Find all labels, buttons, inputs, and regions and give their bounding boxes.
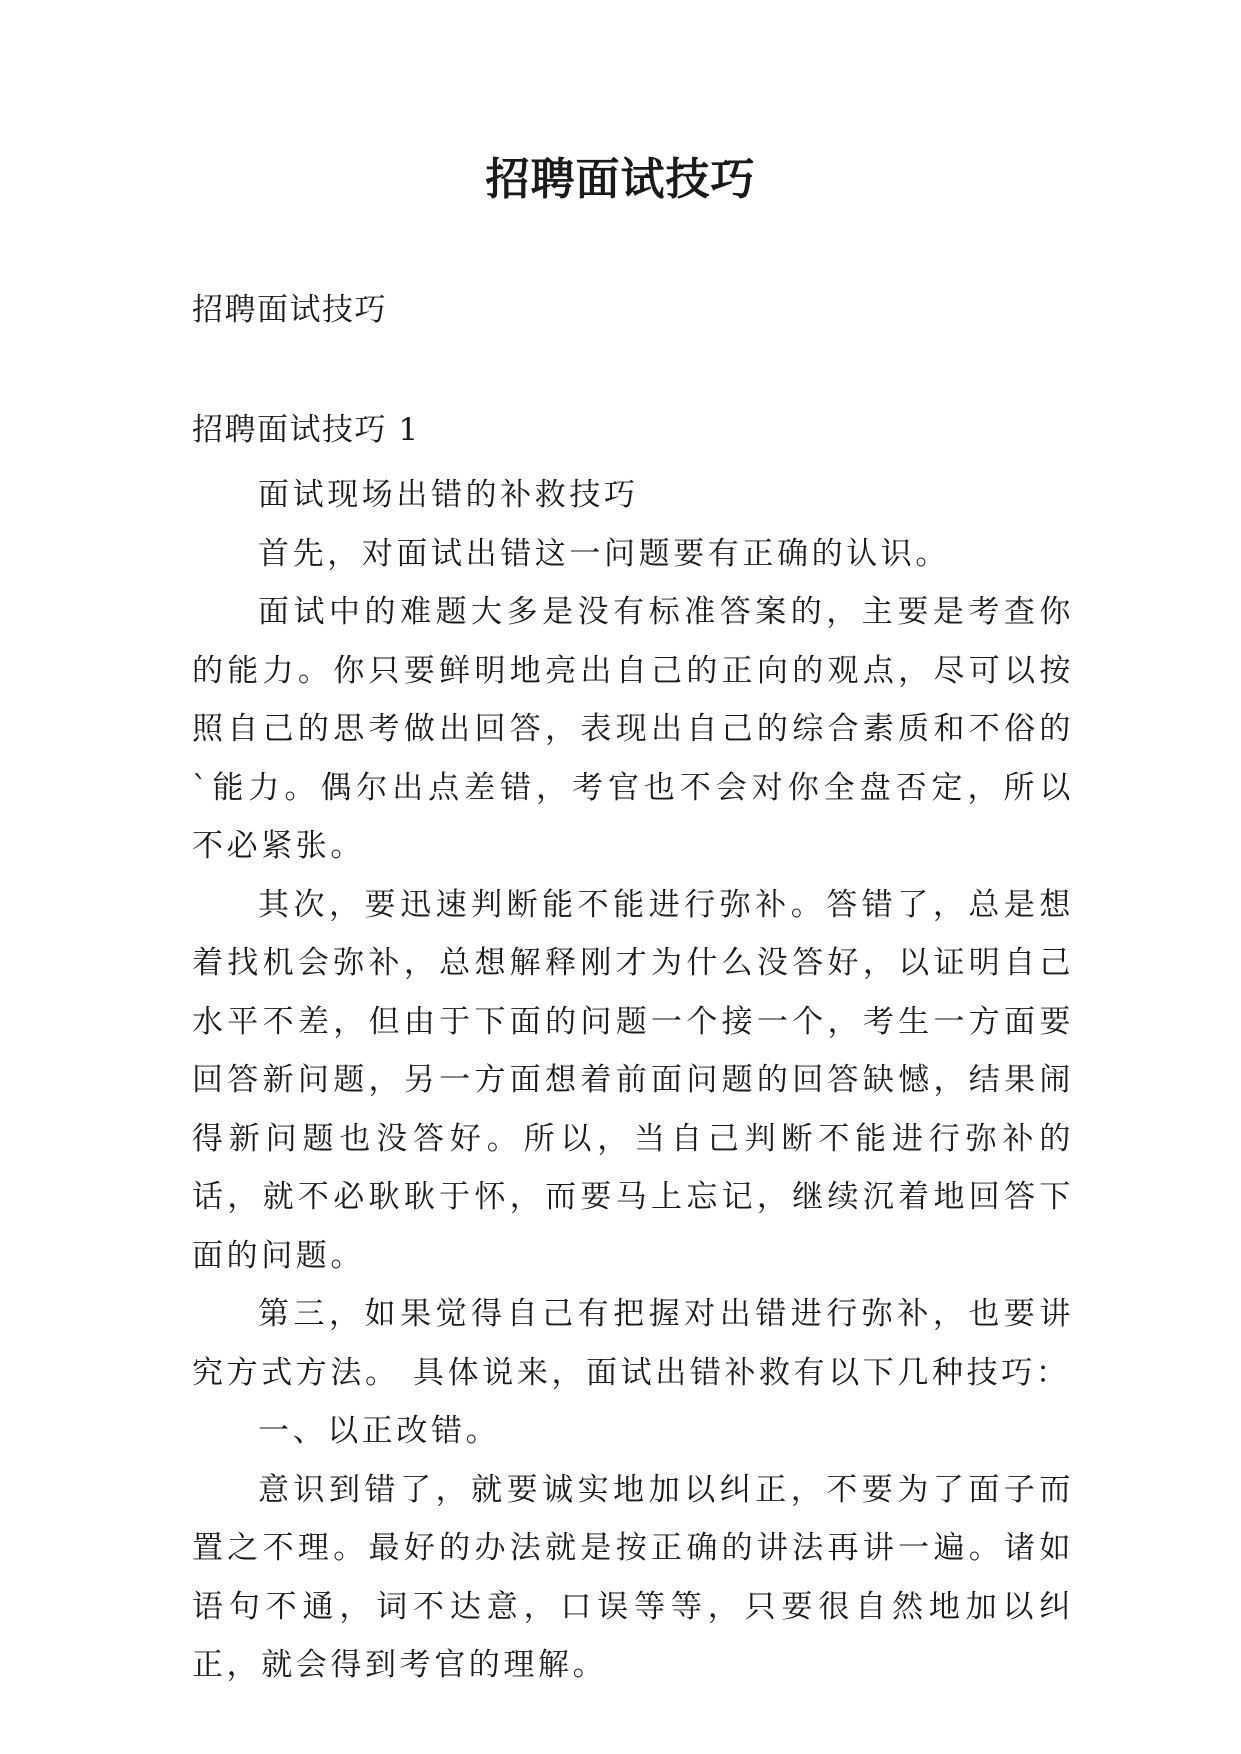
paragraph-difficulty: 面试中的难题大多是没有标准答案的，主要是考查你的能力。你只要鲜明地亮出自己的正向的观点，尽可以按照自己的思考做出回答，表现出自己的综合素质和不俗的`能力。偶尔出点差错，考官也不会对你全盘否定，所以不必紧张。 <box>192 594 1074 864</box>
paragraph-first: 首先，对面试出错这一问题要有正确的认识。 <box>258 535 950 572</box>
paragraph-intro: 面试现场出错的补救技巧 <box>258 477 639 513</box>
paragraph-third: 第三，如果觉得自己有把握对出错进行弥补，也要讲究方式方法。 具体说来，面试出错补救有以下几种技巧： <box>192 1296 1074 1391</box>
document-subtitle: 招聘面试技巧 <box>192 292 387 328</box>
document-body <box>192 466 1074 1695</box>
document-title: 招聘面试技巧 <box>485 154 756 205</box>
paragraph-technique-detail: 意识到错了，就要诚实地加以纠正，不要为了面子而置之不理。最好的办法就是按正确的讲法再讲一遍。诸如语句不通，词不达意，口误等等，只要很自然地加以纠正，就会得到考官的理解。 <box>192 1471 1074 1683</box>
section-heading: 招聘面试技巧 1 <box>192 412 420 448</box>
paragraph-technique-heading: 一、以正改错。 <box>258 1413 501 1449</box>
paragraph-second: 其次，要迅速判断能不能进行弥补。答错了，总是想着找机会弥补，总想解释刚才为什么没答好，以证明自己水平不差，但由于下面的问题一个接一个，考生一方面要回答新问题，另一方面想着前面问题的回答缺憾，结果闹得新问题也没答好。所以，当自己判断不能进行弥补的话，就不必耿耿于怀，而要马上忘记，继续沉着地回答下面的问题。 <box>192 886 1074 1274</box>
